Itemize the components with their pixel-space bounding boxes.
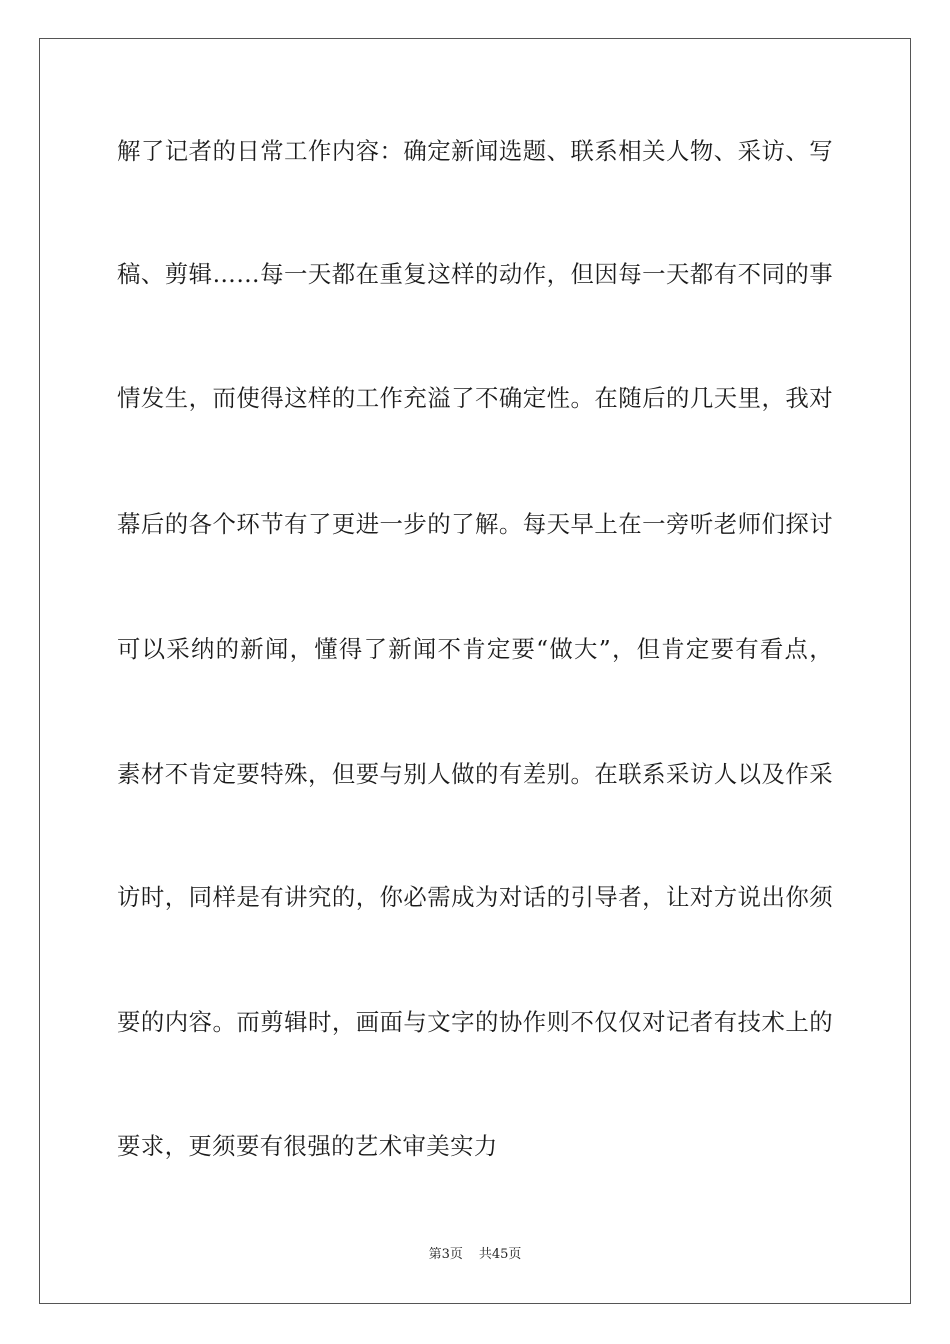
total-pages-label: 共45页 bbox=[478, 1247, 522, 1262]
current-page-label: 第3页 bbox=[428, 1247, 463, 1262]
text-line-5: 可以采纳的新闻，懂得了新闻不肯定要“做大”，但肯定要有看点， bbox=[117, 635, 833, 663]
page-footer bbox=[0, 1246, 950, 1264]
text-line-9: 要求，更须要有很强的艺术审美实力 bbox=[117, 1132, 498, 1160]
text-line-8: 要的内容。而剪辑时，画面与文字的协作则不仅仅对记者有技术上的 bbox=[117, 1008, 833, 1036]
text-line-7: 访时，同样是有讲究的，你必需成为对话的引导者，让对方说出你须 bbox=[117, 883, 833, 911]
text-line-3: 情发生，而使得这样的工作充溢了不确定性。在随后的几天里，我对 bbox=[117, 384, 833, 412]
text-line-6: 素材不肯定要特殊，但要与别人做的有差别。在联系采访人以及作采 bbox=[117, 760, 833, 788]
text-line-2: 稿、剪辑……每一天都在重复这样的动作，但因每一天都有不同的事 bbox=[117, 260, 833, 288]
page-border bbox=[39, 38, 911, 1304]
text-line-1: 解了记者的日常工作内容：确定新闻选题、联系相关人物、采访、写 bbox=[117, 137, 833, 165]
text-line-4: 幕后的各个环节有了更进一步的了解。每天早上在一旁听老师们探讨 bbox=[117, 510, 833, 538]
